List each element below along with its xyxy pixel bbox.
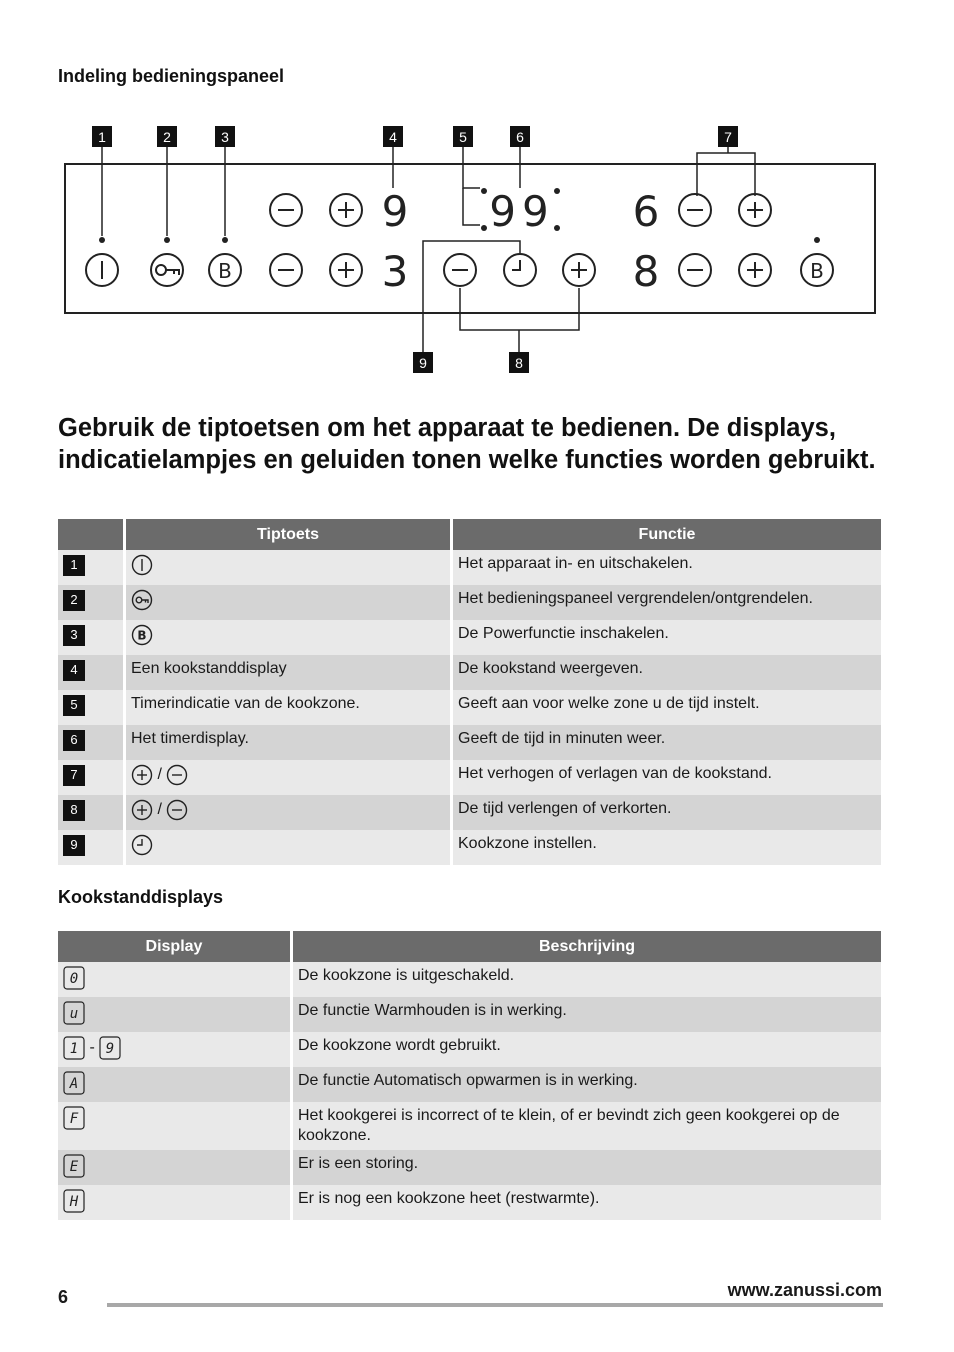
segment-display-icon xyxy=(63,1071,85,1095)
key-lock-icon xyxy=(131,589,153,611)
key-text: Timerindicatie van de kookzone. xyxy=(131,695,360,712)
key-cell xyxy=(126,655,453,690)
range-separator: - xyxy=(89,1039,95,1057)
svg-text:H: H xyxy=(69,1194,79,1210)
table1-row xyxy=(58,620,881,655)
segment-display-icon xyxy=(99,1036,121,1060)
callout-2-text: 2 xyxy=(163,129,171,145)
plus-icon xyxy=(131,799,153,821)
display-cell xyxy=(58,1150,293,1185)
row-number-badge: 7 xyxy=(63,765,85,786)
minus-icon xyxy=(166,799,188,821)
plus-icon xyxy=(131,764,153,786)
function-cell: Het bedieningspaneel vergrendelen/ontgrendelen. xyxy=(453,585,881,620)
svg-text:1: 1 xyxy=(69,1041,79,1057)
key-cell xyxy=(126,585,453,620)
clock-icon xyxy=(131,834,153,856)
svg-text:9: 9 xyxy=(106,1041,115,1057)
function-cell: Geeft de tijd in minuten weer. xyxy=(453,725,881,760)
callout-8-text: 8 xyxy=(515,355,523,371)
description-cell: De kookzone is uitgeschakeld. xyxy=(293,962,881,997)
description-cell: Het kookgerei is incorrect of te klein, of er bevindt zich geen kookgerei op de kookzone. xyxy=(293,1102,881,1150)
segment-display-icon xyxy=(63,1106,85,1130)
footer-divider xyxy=(107,1303,883,1307)
control-panel-diagram xyxy=(55,118,890,380)
table2-row xyxy=(58,1185,881,1220)
table1-row xyxy=(58,795,881,830)
table1-row xyxy=(58,760,881,795)
row-number-badge: 4 xyxy=(63,660,85,681)
section-heading-layout: Indeling bedieningspaneel xyxy=(58,66,285,86)
display-cell xyxy=(58,1185,293,1220)
tiptoets-table xyxy=(58,519,881,865)
table2-header-display: Display xyxy=(58,931,293,962)
display-cell xyxy=(58,1067,293,1102)
segment-display-icon xyxy=(63,1001,85,1025)
table1-row xyxy=(58,585,881,620)
callout-6-text: 6 xyxy=(516,129,524,145)
table1-row xyxy=(58,830,881,865)
table1-header-functie: Functie xyxy=(453,519,881,550)
function-cell: Kookzone instellen. xyxy=(453,830,881,865)
key-text: Het timerdisplay. xyxy=(131,730,249,747)
table1-row xyxy=(58,690,881,725)
page-number: 6 xyxy=(58,1287,69,1307)
svg-text:A: A xyxy=(69,1076,79,1092)
description-cell: Er is een storing. xyxy=(293,1150,881,1185)
minus-icon xyxy=(166,764,188,786)
table2-header-beschrijving: Beschrijving xyxy=(293,931,881,962)
segment-display-icon xyxy=(63,1036,85,1060)
svg-text:u: u xyxy=(69,1006,79,1022)
table1-header-num xyxy=(58,519,126,550)
power-icon xyxy=(131,554,153,576)
function-cell: Geeft aan voor welke zone u de tijd instelt. xyxy=(453,690,881,725)
key-cell xyxy=(126,760,453,795)
key-cell xyxy=(126,830,453,865)
row-number-badge: 3 xyxy=(63,625,85,646)
callout-1-text: 1 xyxy=(98,129,106,145)
website-link[interactable]: www.zanussi.com xyxy=(727,1280,882,1300)
table2-row xyxy=(58,1067,881,1102)
function-cell: De tijd verlengen of verkorten. xyxy=(453,795,881,830)
callout-9-text: 9 xyxy=(419,355,427,371)
description-cell: Er is nog een kookzone heet (restwarmte). xyxy=(293,1185,881,1220)
description-cell: De functie Automatisch opwarmen is in werking. xyxy=(293,1067,881,1102)
row-number-badge: 2 xyxy=(63,590,85,611)
callout-7-text: 7 xyxy=(724,129,732,145)
intro-text: Gebruik de tiptoetsen om het apparaat te bedienen. De displays, indicatielampjes en geluiden tonen welke functies worden gebruikt. xyxy=(58,414,876,474)
row-number-badge: 8 xyxy=(63,800,85,821)
display-cell xyxy=(58,962,293,997)
row-number-badge: 5 xyxy=(63,695,85,716)
table2-row xyxy=(58,1032,881,1067)
display-row2-right: 8 xyxy=(632,247,660,296)
table2-row xyxy=(58,997,881,1032)
panel-outline xyxy=(65,164,875,313)
table1-row xyxy=(58,725,881,760)
display-6: 6 xyxy=(632,187,660,236)
callout-3-text: 3 xyxy=(221,129,229,145)
key-cell xyxy=(126,690,453,725)
key-cell xyxy=(126,725,453,760)
display-cell xyxy=(58,1102,293,1150)
table1-header-tiptoets: Tiptoets xyxy=(126,519,453,550)
display-4: 9 xyxy=(381,187,409,236)
callout-5-text: 5 xyxy=(459,129,467,145)
separator: / xyxy=(157,801,162,819)
svg-text:0: 0 xyxy=(69,971,79,987)
b-right-letter: B xyxy=(810,259,824,283)
key-cell xyxy=(126,795,453,830)
display-row2-left: 3 xyxy=(381,247,409,296)
description-cell: De kookzone wordt gebruikt. xyxy=(293,1032,881,1067)
row-number-badge: 9 xyxy=(63,835,85,856)
section-heading-displays: Kookstanddisplays xyxy=(58,887,224,907)
timer-display: 99 xyxy=(489,187,555,236)
function-cell: Het apparaat in- en uitschakelen. xyxy=(453,550,881,585)
display-cell xyxy=(58,997,293,1032)
table2-row xyxy=(58,962,881,997)
display-table xyxy=(58,931,881,1220)
display-cell xyxy=(58,1032,293,1067)
table2-row xyxy=(58,1150,881,1185)
key-cell xyxy=(126,550,453,585)
function-cell: De kookstand weergeven. xyxy=(453,655,881,690)
b-left-letter: B xyxy=(218,259,232,283)
segment-display-icon xyxy=(63,1189,85,1213)
callout-4-text: 4 xyxy=(389,129,397,145)
key-text: Een kookstanddisplay xyxy=(131,660,287,677)
row-number-badge: 1 xyxy=(63,555,85,576)
table2-row xyxy=(58,1102,881,1150)
key-cell xyxy=(126,620,453,655)
table1-row xyxy=(58,655,881,690)
function-cell: Het verhogen of verlagen van de kookstand. xyxy=(453,760,881,795)
row-number-badge: 6 xyxy=(63,730,85,751)
separator: / xyxy=(157,766,162,784)
table1-row xyxy=(58,550,881,585)
svg-text:B: B xyxy=(137,628,147,643)
segment-display-icon xyxy=(63,966,85,990)
function-cell: De Powerfunctie inschakelen. xyxy=(453,620,881,655)
svg-text:E: E xyxy=(69,1159,79,1175)
b-icon xyxy=(131,624,153,646)
segment-display-icon xyxy=(63,1154,85,1178)
description-cell: De functie Warmhouden is in werking. xyxy=(293,997,881,1032)
svg-text:F: F xyxy=(69,1111,79,1127)
